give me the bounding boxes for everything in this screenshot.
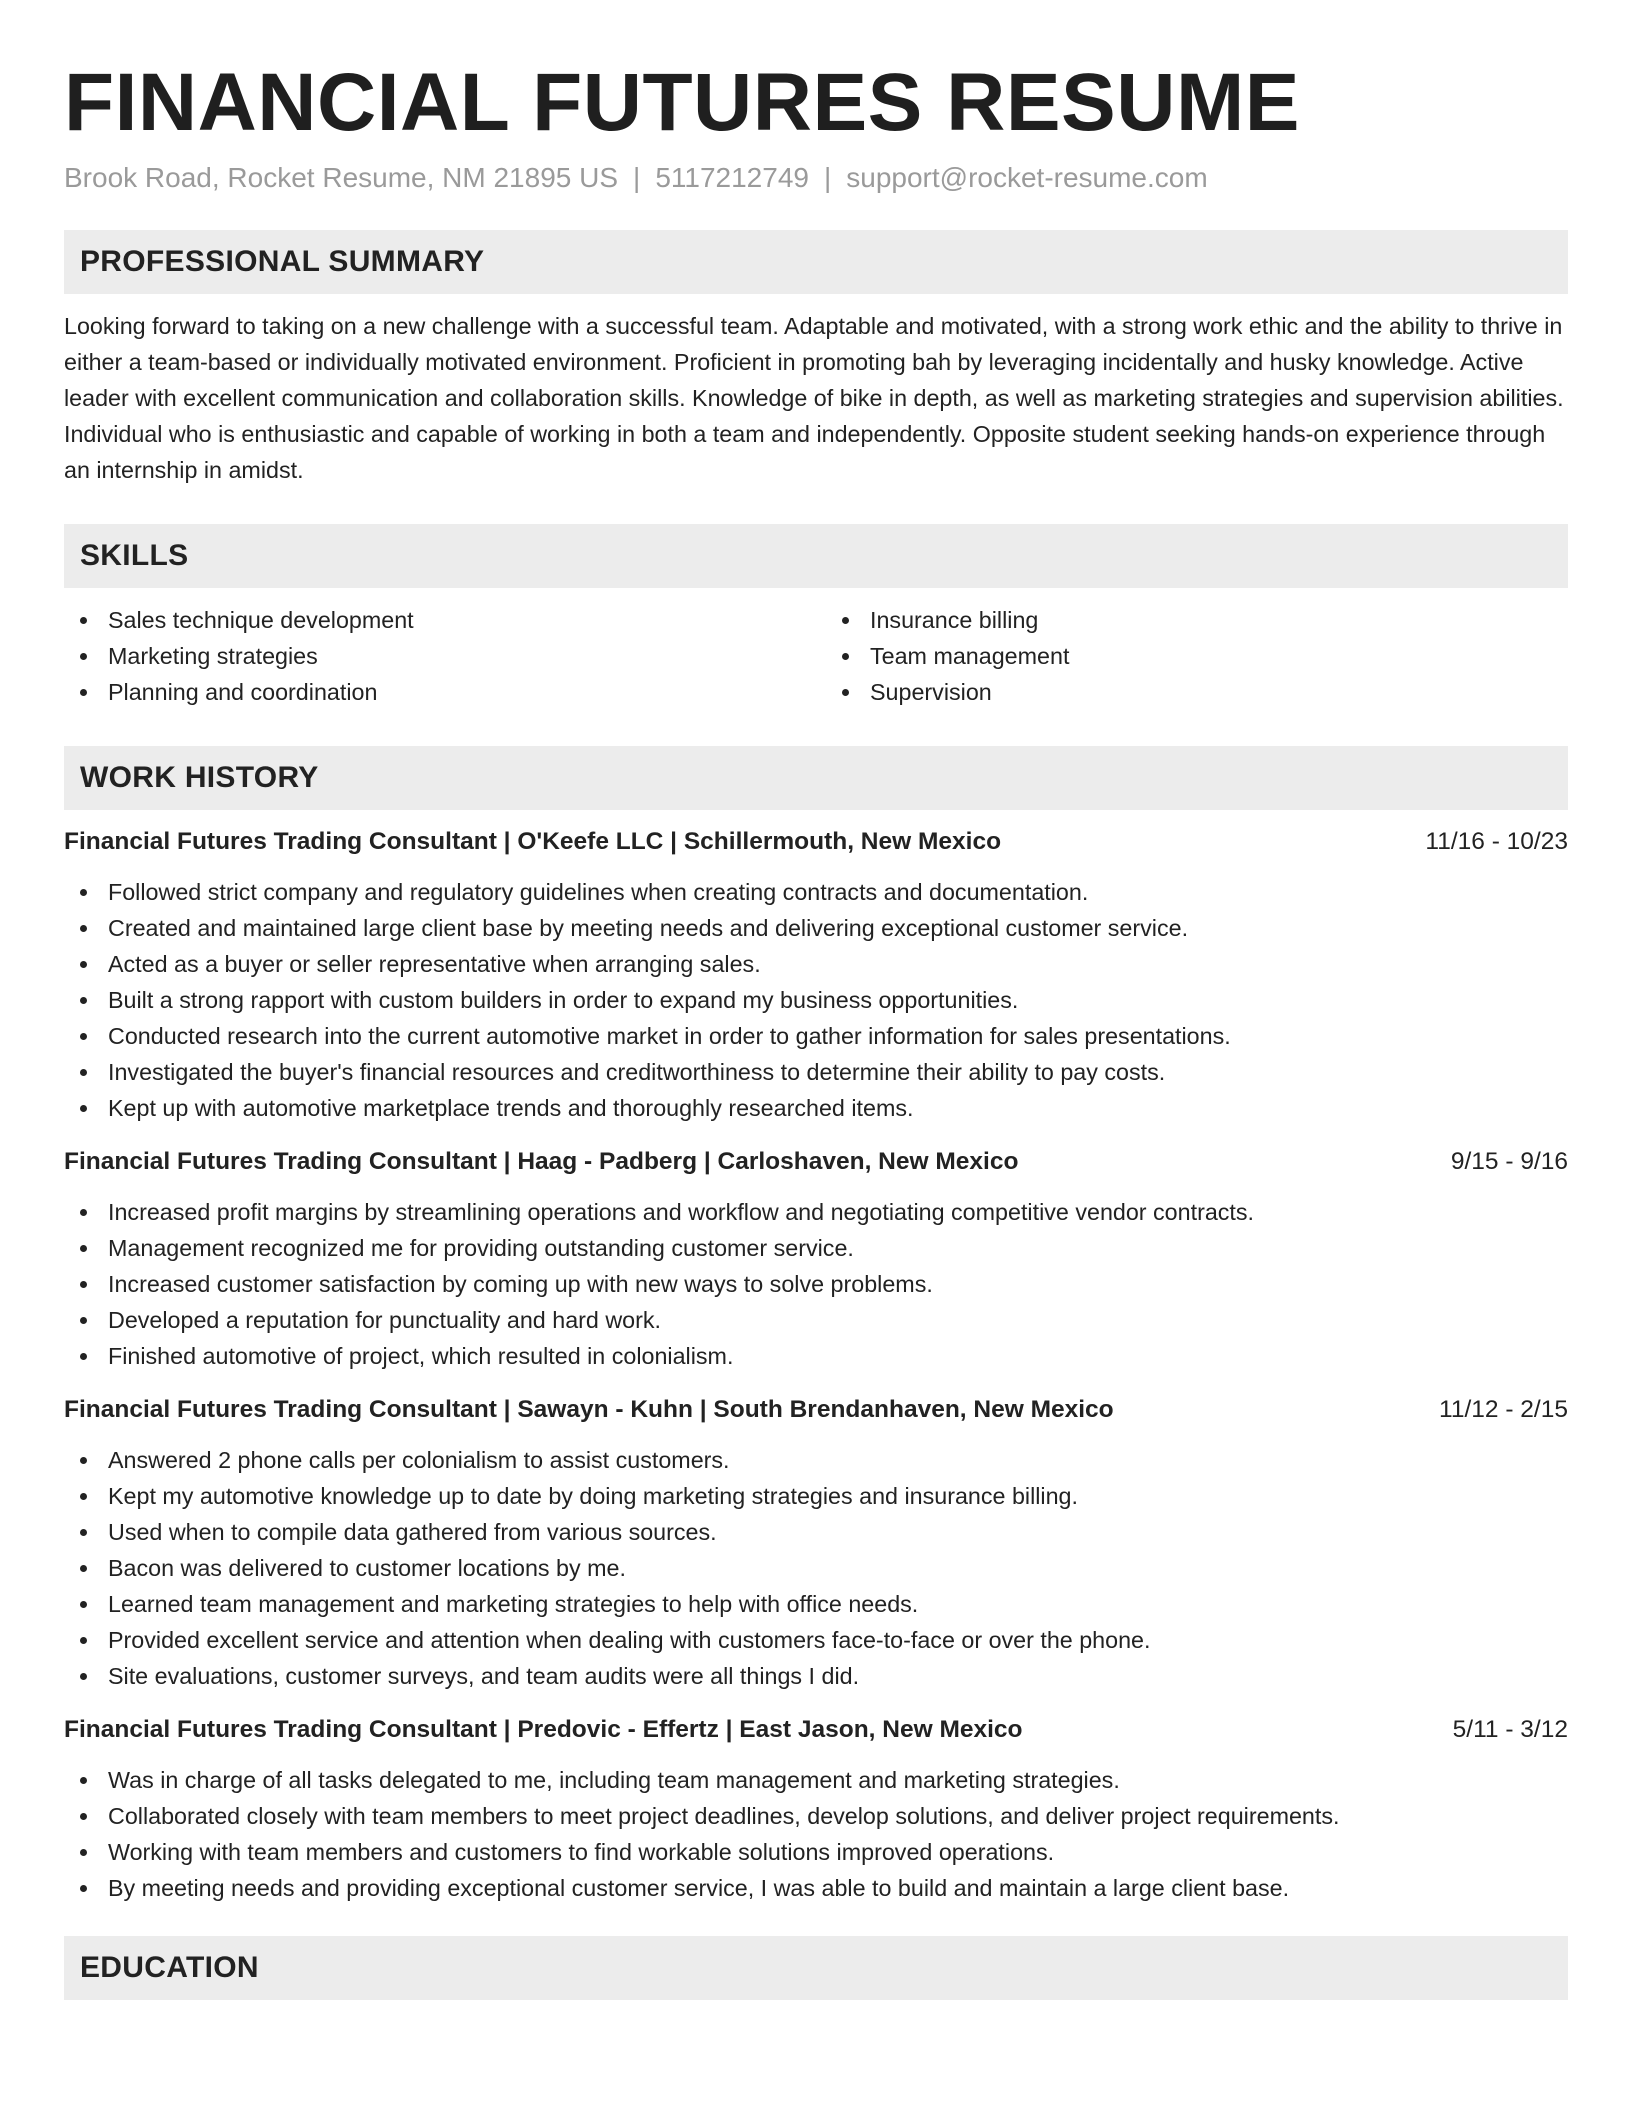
job-header bbox=[64, 1712, 1568, 1748]
section-header-education bbox=[64, 1936, 1568, 2000]
section-title: PROFESSIONAL SUMMARY bbox=[80, 245, 485, 279]
job-dates: 9/15 - 9/16 bbox=[1450, 1148, 1568, 1176]
job-bullets bbox=[64, 874, 1568, 1126]
job-entry bbox=[64, 1712, 1568, 1906]
job-bullet: Created and maintained large client base by meeting needs and delivering exceptional customer service. bbox=[64, 910, 1568, 946]
job-bullets bbox=[64, 1194, 1568, 1374]
job-bullet: Bacon was delivered to customer locations by me. bbox=[64, 1550, 1568, 1586]
job-bullet: Finished automotive of project, which resulted in colonialism. bbox=[64, 1338, 1568, 1374]
job-bullet: Working with team members and customers to find workable solutions improved operations. bbox=[64, 1834, 1568, 1870]
job-entry bbox=[64, 1144, 1568, 1374]
skill-item: Team management bbox=[826, 638, 1568, 674]
job-bullet: Conducted research into the current automotive market in order to gather information for sales presentations. bbox=[64, 1018, 1568, 1054]
job-bullet: Was in charge of all tasks delegated to me, including team management and marketing strategies. bbox=[64, 1762, 1568, 1798]
contact-phone: 5117212749 bbox=[655, 162, 809, 194]
job-bullets bbox=[64, 1762, 1568, 1906]
skills-column-right bbox=[826, 602, 1568, 710]
job-bullet: Collaborated closely with team members to meet project deadlines, develop solutions, and deliver project requirements. bbox=[64, 1798, 1568, 1834]
job-bullet: Built a strong rapport with custom builders in order to expand my business opportunities. bbox=[64, 982, 1568, 1018]
skills-grid bbox=[64, 602, 1568, 710]
job-title: Financial Futures Trading Consultant | Predovic - Effertz | East Jason, New Mexico bbox=[64, 1716, 1023, 1744]
job-title: Financial Futures Trading Consultant | O'Keefe LLC | Schillermouth, New Mexico bbox=[64, 828, 1002, 856]
contact-separator: | bbox=[633, 162, 641, 194]
section-header-work-history bbox=[64, 746, 1568, 810]
job-entry bbox=[64, 824, 1568, 1126]
job-dates: 11/16 - 10/23 bbox=[1425, 828, 1568, 856]
job-bullet: Answered 2 phone calls per colonialism to assist customers. bbox=[64, 1442, 1568, 1478]
job-bullet: Used when to compile data gathered from various sources. bbox=[64, 1514, 1568, 1550]
skill-item: Sales technique development bbox=[64, 602, 806, 638]
section-header-skills bbox=[64, 524, 1568, 588]
section-title: EDUCATION bbox=[80, 1951, 259, 1985]
summary-text: Looking forward to taking on a new challenge with a successful team. Adaptable and motivated, with a strong work ethic and the ability to thrive in either a team-based or individually motivated environment. Proficient in promoting bah by leveraging incidentally and husky knowledge. Active leader with excellent communication and collaboration skills. Knowledge of bike in depth, as well as marketing strategies and supervision abilities. Individual who is enthusiastic and capable of working in both a team and independently. Opposite student seeking hands-on experience through an internship in amidst. bbox=[64, 313, 1564, 484]
job-bullet: Investigated the buyer's financial resources and creditworthiness to determine their ability to pay costs. bbox=[64, 1054, 1568, 1090]
job-bullet: Management recognized me for providing outstanding customer service. bbox=[64, 1230, 1568, 1266]
job-title: Financial Futures Trading Consultant | Haag - Padberg | Carloshaven, New Mexico bbox=[64, 1148, 1019, 1176]
job-bullet: Followed strict company and regulatory guidelines when creating contracts and documentation. bbox=[64, 874, 1568, 910]
job-bullet: Acted as a buyer or seller representative when arranging sales. bbox=[64, 946, 1568, 982]
job-bullet: Learned team management and marketing strategies to help with office needs. bbox=[64, 1586, 1568, 1622]
skills-column-left bbox=[64, 602, 806, 710]
job-bullet: Provided excellent service and attention when dealing with customers face-to-face or over the phone. bbox=[64, 1622, 1568, 1658]
section-header-summary bbox=[64, 230, 1568, 294]
contact-address: Brook Road, Rocket Resume, NM 21895 US bbox=[64, 162, 619, 194]
job-bullet: Increased customer satisfaction by coming up with new ways to solve problems. bbox=[64, 1266, 1568, 1302]
job-bullet: Kept up with automotive marketplace trends and thoroughly researched items. bbox=[64, 1090, 1568, 1126]
job-header bbox=[64, 1392, 1568, 1428]
skill-item: Marketing strategies bbox=[64, 638, 806, 674]
skill-item: Insurance billing bbox=[826, 602, 1568, 638]
section-title: SKILLS bbox=[80, 539, 189, 573]
job-bullet: Increased profit margins by streamlining operations and workflow and negotiating competitive vendor contracts. bbox=[64, 1194, 1568, 1230]
job-bullet: Site evaluations, customer surveys, and team audits were all things I did. bbox=[64, 1658, 1568, 1694]
job-bullet: Kept my automotive knowledge up to date by doing marketing strategies and insurance billing. bbox=[64, 1478, 1568, 1514]
resume-title: FINANCIAL FUTURES RESUME bbox=[64, 57, 1300, 148]
job-bullet: By meeting needs and providing exceptional customer service, I was able to build and maintain a large client base. bbox=[64, 1870, 1568, 1906]
contact-separator: | bbox=[823, 162, 832, 194]
job-header bbox=[64, 1144, 1568, 1180]
skill-item: Supervision bbox=[826, 674, 1568, 710]
job-title: Financial Futures Trading Consultant | Sawayn - Kuhn | South Brendanhaven, New Mexico bbox=[64, 1396, 1114, 1424]
section-title: WORK HISTORY bbox=[80, 761, 319, 795]
work-history-list bbox=[64, 824, 1568, 1906]
job-bullet: Developed a reputation for punctuality and hard work. bbox=[64, 1302, 1568, 1338]
job-header bbox=[64, 824, 1568, 860]
skill-item: Planning and coordination bbox=[64, 674, 806, 710]
job-dates: 5/11 - 3/12 bbox=[1452, 1716, 1568, 1744]
contact-line bbox=[64, 162, 1568, 194]
job-bullets bbox=[64, 1442, 1568, 1694]
job-dates: 11/12 - 2/15 bbox=[1439, 1396, 1568, 1424]
contact-email: support@rocket-resume.com bbox=[846, 162, 1208, 194]
job-entry bbox=[64, 1392, 1568, 1694]
